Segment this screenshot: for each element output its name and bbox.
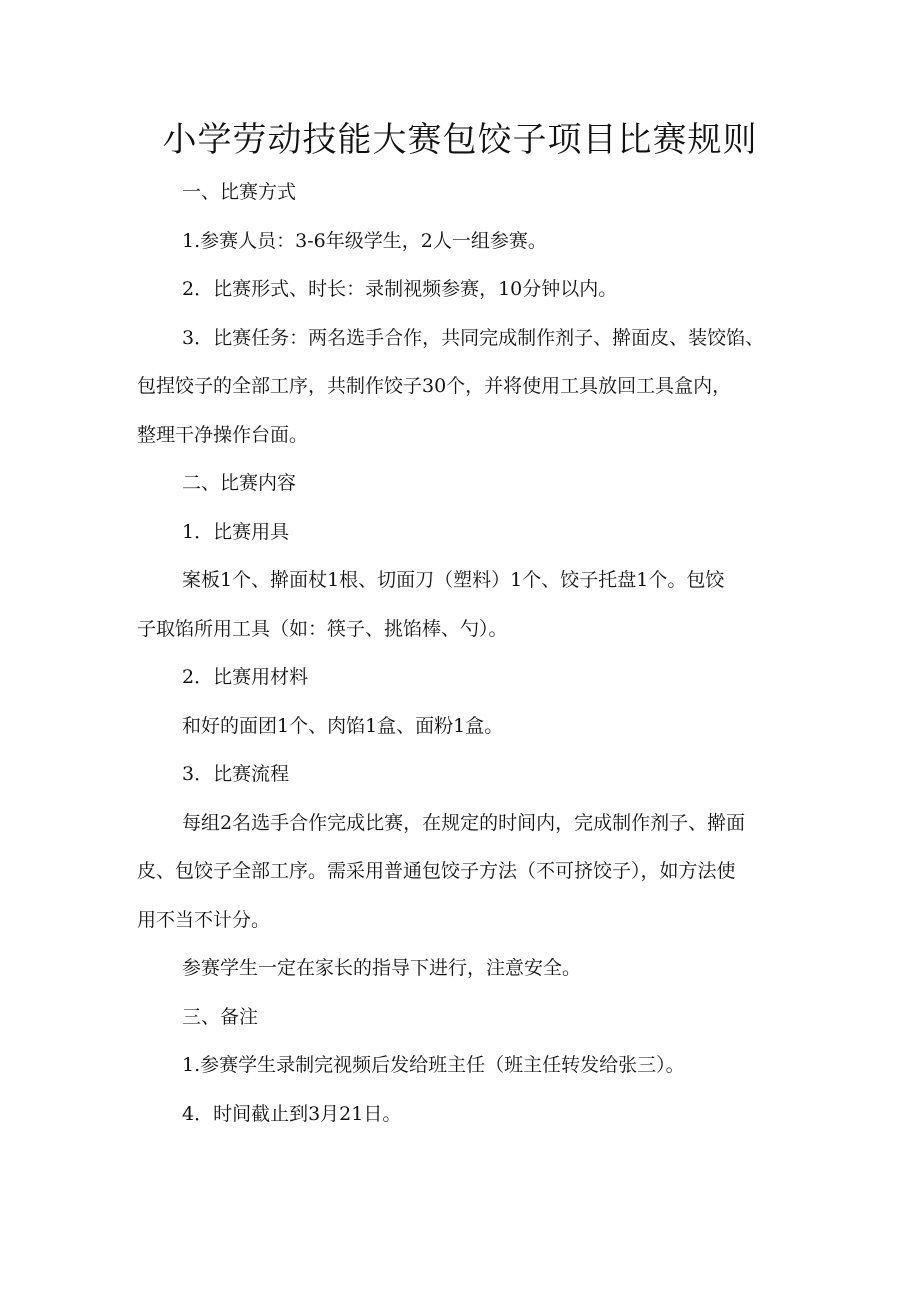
paragraph-tools-line-2: 子取馅所用工具（如：筷子、挑馅棒、勺）。 [137, 617, 508, 640]
paragraph-task-line-3: 整理干净操作台面。 [137, 423, 309, 446]
subheading-tools: 1．比赛用具 [182, 520, 290, 543]
paragraph-process-line-3: 用不当不计分。 [137, 908, 271, 931]
paragraph-note-submission: 1.参赛学生录制完视频后发给班主任（班主任转发给张三）。 [182, 1054, 685, 1076]
paragraph-materials: 和好的面团1个、肉馅1盒、面粉1盒。 [182, 714, 504, 737]
paragraph-safety: 参赛学生一定在家长的指导下进行，注意安全。 [182, 957, 582, 979]
document-body [137, 168, 797, 1138]
paragraph-task-line-2: 包捏饺子的全部工序，共制作饺子30个，并将使用工具放回工具盒内， [137, 375, 732, 397]
paragraph-note-deadline: 4．时间截止到3月21日。 [182, 1102, 402, 1125]
paragraph-process-line-1: 每组2名选手合作完成比赛，在规定的时间内，完成制作剂子、擀面 [182, 811, 746, 834]
paragraph-format-duration: 2．比赛形式、时长：录制视频参赛，10分钟以内。 [182, 278, 618, 300]
subheading-materials: 2．比赛用材料 [182, 666, 309, 688]
document-title: 小学劳动技能大赛包饺子项目比赛规则 [162, 120, 758, 160]
paragraph-tools-line-1: 案板1个、擀面杖1根、切面刀（塑料）1个、饺子托盘1个。包饺 [182, 569, 725, 591]
paragraph-participants: 1.参赛人员：3-6年级学生，2人一组参赛。 [182, 229, 547, 252]
section-heading-notes: 三、备注 [182, 1005, 259, 1028]
section-heading-competition-format: 一、比赛方式 [182, 181, 297, 203]
paragraph-task-line-1: 3．比赛任务：两名选手合作，共同完成制作剂子、擀面皮、装饺馅、 [182, 326, 765, 349]
section-heading-competition-content: 二、比赛内容 [182, 472, 297, 494]
subheading-process: 3．比赛流程 [182, 763, 290, 785]
paragraph-process-line-2: 皮、包饺子全部工序。需采用普通包饺子方法（不可挤饺子），如方法使 [137, 860, 736, 882]
